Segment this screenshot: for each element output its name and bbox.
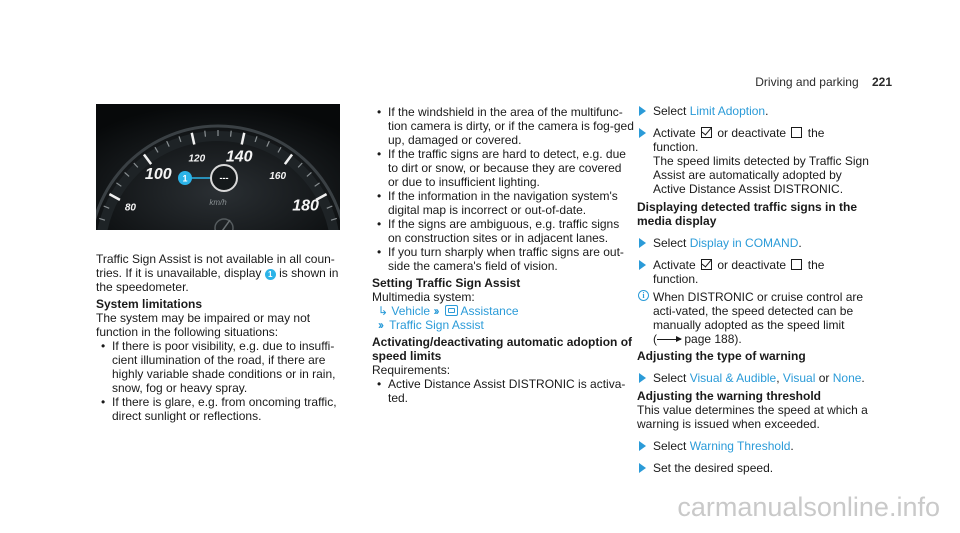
chevron-double-icon: ›› [378, 318, 382, 332]
page-number: 221 [871, 75, 892, 89]
list-item: • If the windshield in the area of the multifunc-tion camera is dirty, or if the camera is fog-ged up, damaged or covered. [372, 105, 634, 147]
threshold-text: This value determines the speed at which a warning is issued when exceeded. [637, 403, 868, 431]
gauge-minor-tick [205, 131, 206, 137]
step-arrow-icon [639, 463, 646, 473]
page-reference-arrow-icon [657, 339, 681, 340]
limits-list-continued [372, 105, 634, 273]
step-punct: . [861, 371, 865, 385]
menu-vehicle-link[interactable]: Vehicle [391, 304, 431, 318]
step-activate-function-2 [637, 258, 873, 286]
step-punct: . [790, 439, 794, 453]
checkbox-empty-icon [791, 127, 802, 138]
system-limitations-heading: System limitations [96, 297, 203, 311]
callout-number: 1 [182, 173, 188, 184]
setting-heading: Setting Traffic Sign Assist [372, 276, 521, 290]
step-text: the function. [653, 126, 825, 154]
menu-path-line-1 [372, 304, 634, 318]
list-item: • If there is poor visibility, e.g. due to insuffi-cient illumination of the road, if there are highly variable shade conditions or in rain, snow, fog or heavy spray. [96, 339, 346, 395]
limit-adoption-link[interactable]: Limit Adoption [689, 104, 766, 118]
speed-label: 180 [292, 197, 319, 215]
step-text: Activate [653, 258, 696, 272]
page-header [755, 75, 892, 89]
intro-text-a: Traffic Sign Assist is not available in all coun-tries. If it is unavailable, display [96, 252, 335, 280]
speed-label: 80 [124, 202, 137, 214]
section-title: Driving and parking [755, 75, 859, 89]
menu-assistance-link[interactable]: Assistance [460, 304, 519, 318]
callout-badge: 1 [265, 269, 276, 280]
sign-display-text: --- [219, 173, 229, 183]
step-text: Set the desired speed. [653, 461, 774, 475]
column-middle [372, 105, 634, 405]
gauge-minor-tick [231, 131, 232, 137]
checkbox-checked-icon [701, 127, 712, 138]
step-result: The speed limits detected by Traffic Sign Assist are automatically adopted by Active Distance Assist DISTRONIC. [653, 154, 869, 196]
visual-link[interactable]: Visual [782, 371, 816, 385]
step-text: Select [653, 371, 687, 385]
speedometer-gauge [96, 104, 340, 230]
speed-label: 100 [144, 165, 172, 183]
step-text: or [818, 371, 830, 385]
step-arrow-icon [639, 106, 646, 116]
intro-paragraph [96, 252, 346, 294]
page-reference: page 188). [684, 332, 742, 346]
car-assistance-icon [445, 305, 458, 316]
speedometer-figure [96, 104, 340, 230]
warning-threshold-link[interactable]: Warning Threshold [689, 439, 791, 453]
step-activate-function [637, 126, 873, 196]
chevron-double-icon: ›› [433, 304, 438, 318]
step-set-speed [637, 461, 873, 475]
display-in-comand-link[interactable]: Display in COMAND [689, 236, 799, 250]
visual-audible-link[interactable]: Visual & Audible [689, 371, 777, 385]
step-text: Activate [653, 126, 696, 140]
step-select-limit-adoption [637, 104, 873, 118]
step-arrow-icon [639, 128, 646, 138]
requirements-list [372, 377, 634, 405]
list-item: • If the traffic signs are hard to detect, e.g. due to dirt or snow, or because they are covered or due to insufficient lighting. [372, 147, 634, 189]
step-select-warning-type [637, 371, 873, 385]
list-item: • Active Distance Assist DISTRONIC is activa-ted. [372, 377, 634, 405]
step-text: or deactivate [717, 258, 787, 272]
step-arrow-icon [639, 238, 646, 248]
step-punct: . [798, 236, 802, 250]
list-item: • If there is glare, e.g. from oncoming traffic, direct sunlight or reflections. [96, 395, 346, 423]
checkbox-empty-icon [791, 259, 802, 270]
step-arrow-icon [639, 260, 646, 270]
speed-unit: km/h [209, 198, 227, 207]
note-text: When DISTRONIC or cruise control are acti-vated, the speed detected can be manually adopted as the speed limit [653, 290, 864, 332]
step-select-warning-threshold [637, 439, 873, 453]
info-icon: i [638, 290, 649, 301]
checkbox-checked-icon [701, 259, 712, 270]
intro-text-b: is shown in the speedometer. [96, 266, 339, 294]
step-text: or deactivate [717, 126, 787, 140]
menu-traffic-sign-assist-link[interactable]: Traffic Sign Assist [389, 318, 484, 332]
requirements-label: Requirements: [372, 363, 451, 377]
column-right [637, 104, 873, 475]
multimedia-label: Multimedia system: [372, 290, 475, 304]
menu-path-line-2 [372, 318, 634, 332]
step-punct: . [765, 104, 769, 118]
list-item: • If you turn sharply when traffic signs are out-side the camera's field of vision. [372, 245, 634, 273]
speed-label: 160 [269, 170, 287, 182]
limits-list [96, 339, 346, 423]
none-link[interactable]: None [832, 371, 862, 385]
limits-intro: The system may be impaired or may not function in the following situations: [96, 311, 311, 339]
speed-label: 120 [188, 153, 206, 165]
step-punct: , [776, 371, 780, 385]
step-text: the function. [653, 258, 825, 286]
warning-type-heading: Adjusting the type of warning [637, 349, 806, 363]
activating-heading: Activating/deactivating automatic adoption of speed limits [372, 335, 633, 363]
watermark: carmanualsonline.info [677, 492, 940, 522]
threshold-heading: Adjusting the warning threshold [637, 389, 821, 403]
return-arrow-icon: ↳ [378, 304, 389, 318]
list-item: • If the information in the navigation system's digital map is incorrect or out-of-date. [372, 189, 634, 217]
media-display-heading: Displaying detected traffic signs in the media display [637, 200, 858, 228]
step-text: Select [653, 439, 687, 453]
speed-label: 140 [225, 148, 253, 166]
step-text: Select [653, 236, 687, 250]
list-item: • If the signs are ambiguous, e.g. traffic signs on construction sites or in adjacent lanes. [372, 217, 634, 245]
step-select-display-comand [637, 236, 873, 250]
step-arrow-icon [639, 441, 646, 451]
step-text: Select [653, 104, 687, 118]
step-arrow-icon [639, 373, 646, 383]
info-note: i When DISTRONIC or cruise control are acti-vated, the speed detected can be manually adopted as the speed limit ( page 188). [637, 290, 873, 346]
column-left [96, 104, 346, 423]
